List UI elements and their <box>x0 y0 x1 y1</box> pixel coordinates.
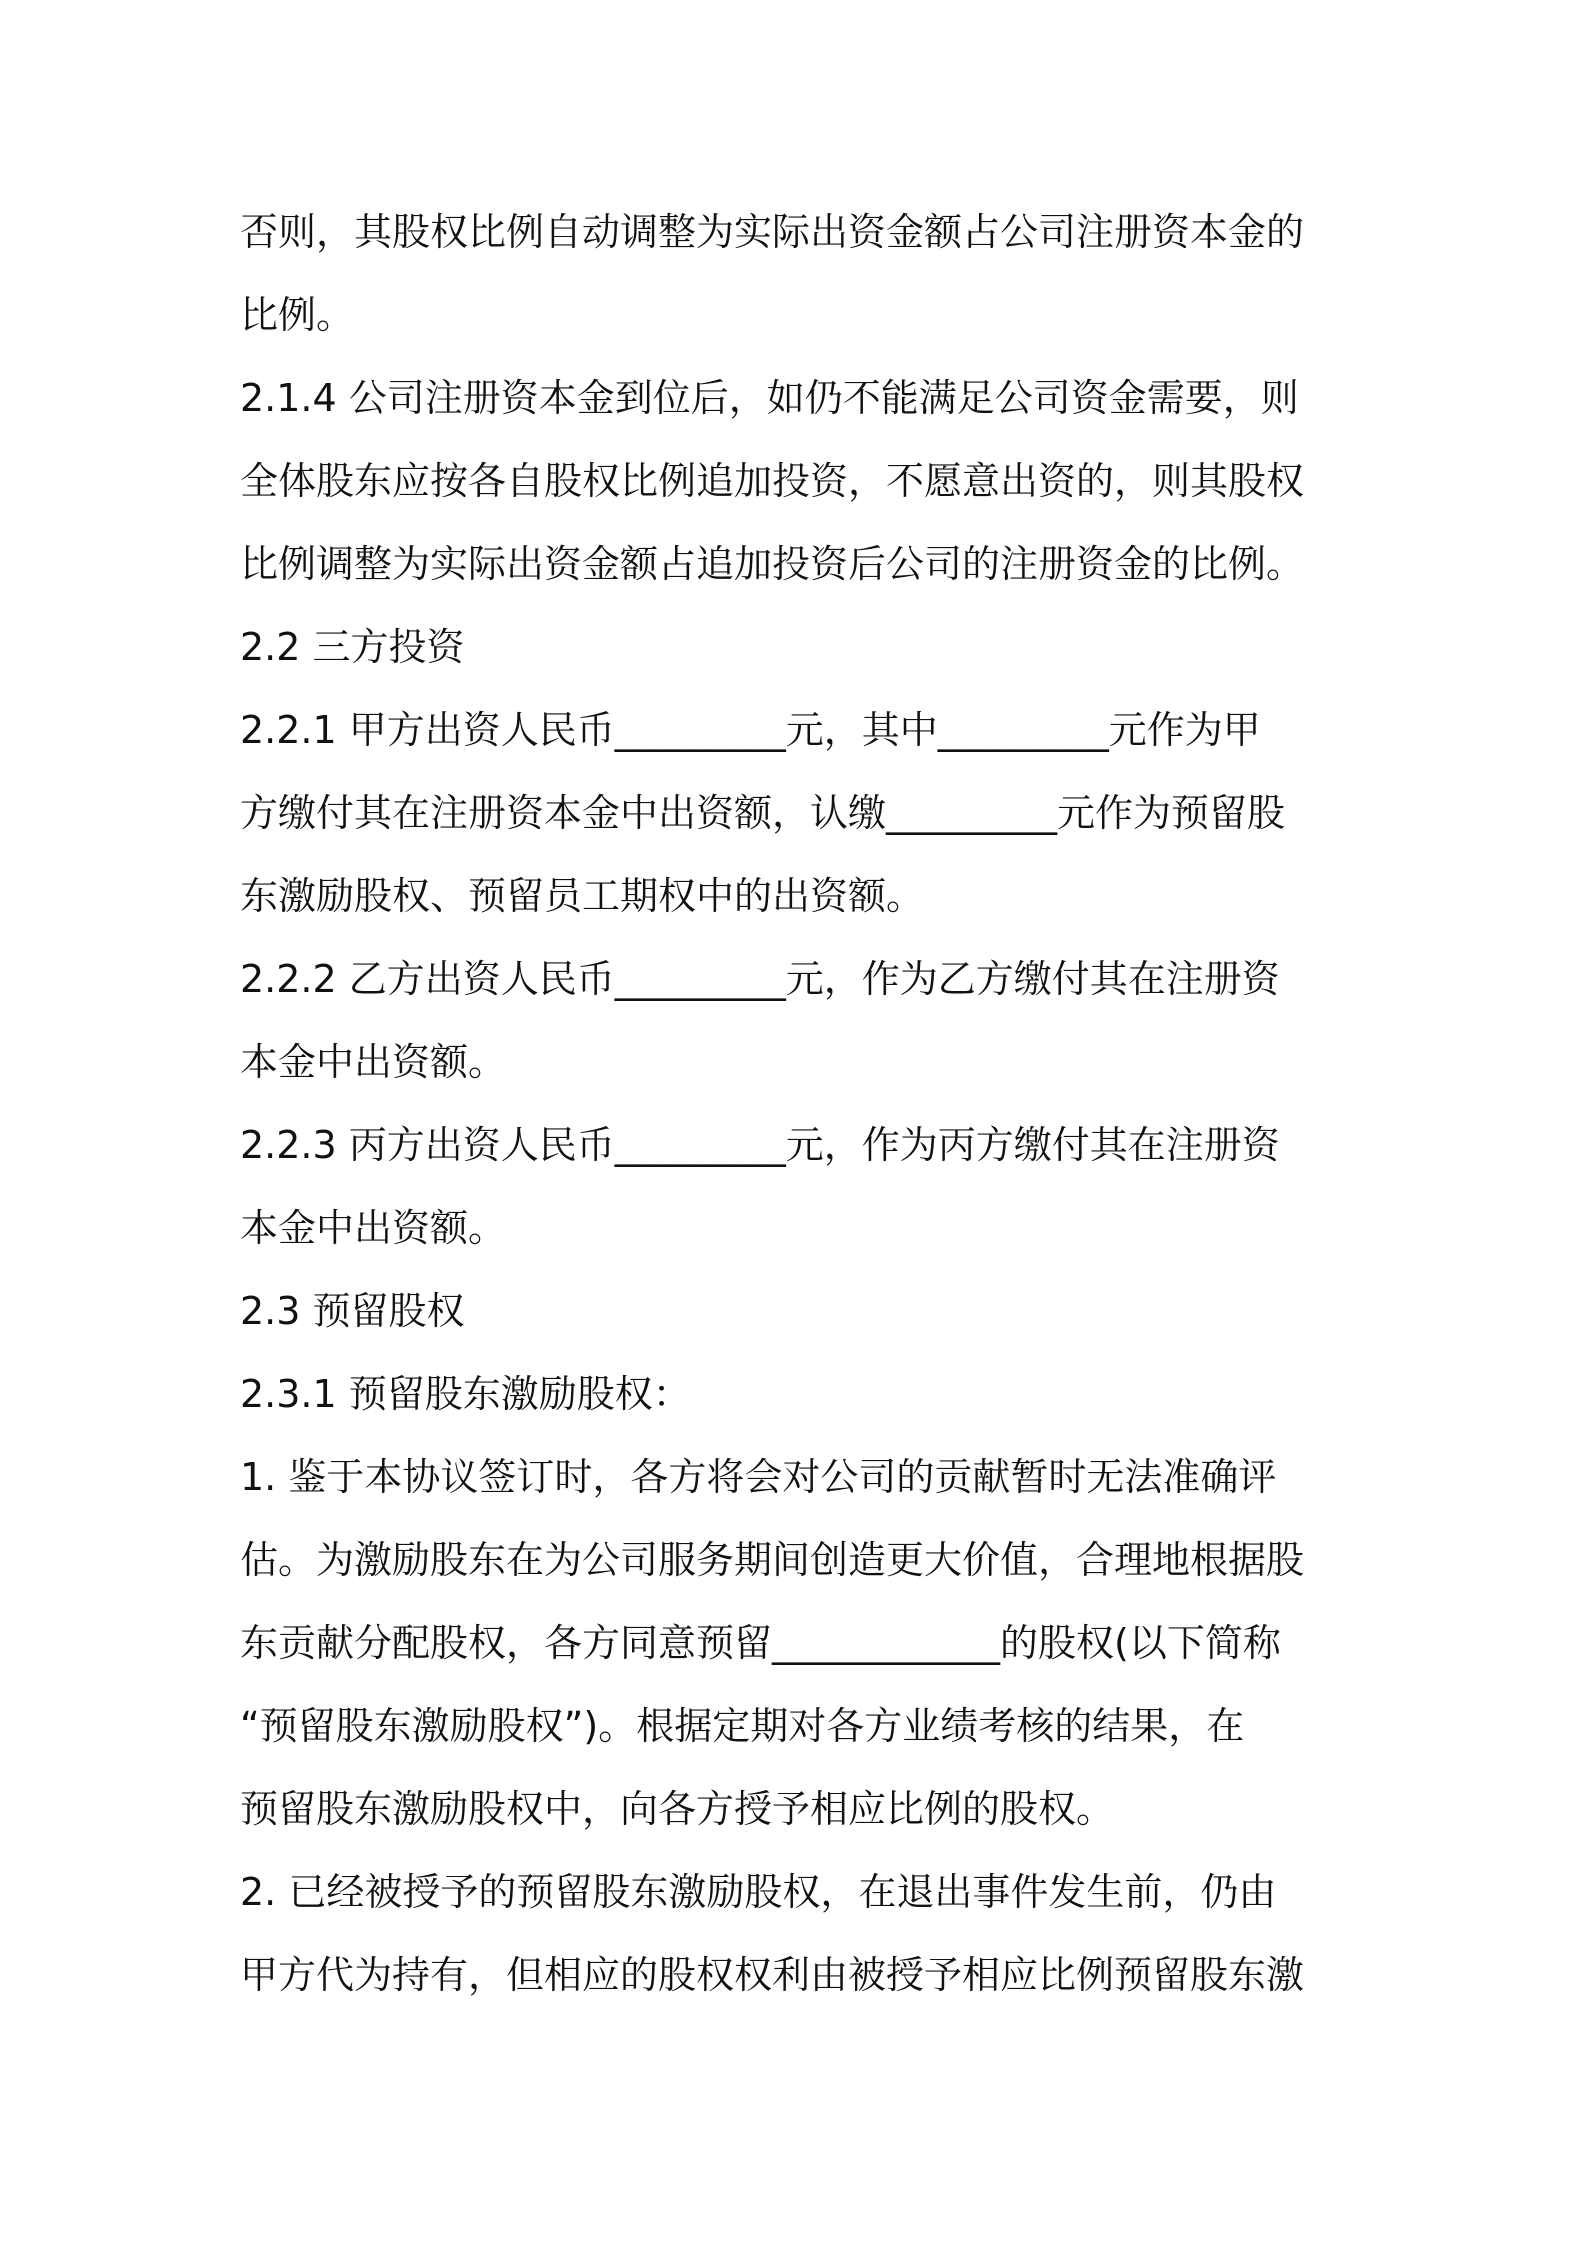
text-line: 比例。 <box>240 293 355 337</box>
text-line: 全体股东应按各自股权比例追加投资，不愿意出资的，则其股权 <box>240 459 1305 503</box>
text-line: “预留股东激励股权”)。根据定期对各方业绩考核的结果，在 <box>240 1704 1245 1748</box>
text-line: 估。为激励股东在为公司服务期间创造更大价值，合理地根据股 <box>240 1538 1305 1582</box>
text-line: 东贡献分配股权，各方同意预留____________的股权(以下简称 <box>240 1621 1281 1665</box>
section-heading-2-3: 2.3 预留股权 <box>240 1289 465 1333</box>
text-line: 本金中出资额。 <box>240 1040 507 1084</box>
text-line: 预留股东激励股权中，向各方授予相应比例的股权。 <box>240 1787 1115 1831</box>
section-2-2-2: 2.2.2 乙方出资人民币_________元，作为乙方缴付其在注册资 <box>240 957 1280 1001</box>
section-2-2-3: 2.2.3 丙方出资人民币_________元，作为丙方缴付其在注册资 <box>240 1123 1280 1167</box>
section-heading-2-2: 2.2 三方投资 <box>240 625 465 669</box>
text-line: 本金中出资额。 <box>240 1206 507 1250</box>
text-line: 比例调整为实际出资金额占追加投资后公司的注册资金的比例。 <box>240 542 1305 586</box>
text-line: 方缴付其在注册资本金中出资额，认缴_________元作为预留股 <box>240 791 1286 835</box>
text-line: 东激励股权、预留员工期权中的出资额。 <box>240 874 925 918</box>
section-2-2-1: 2.2.1 甲方出资人民币_________元，其中_________元作为甲 <box>240 708 1261 752</box>
section-2-1-4: 2.1.4 公司注册资本金到位后，如仍不能满足公司资金需要，则 <box>240 376 1299 420</box>
text-line: 否则，其股权比例自动调整为实际出资金额占公司注册资本金的 <box>240 210 1305 254</box>
section-2-3-1: 2.3.1 预留股东激励股权： <box>240 1372 691 1416</box>
list-item-1: 1. 鉴于本协议签订时，各方将会对公司的贡献暂时无法准确评 <box>240 1455 1277 1499</box>
text-line: 甲方代为持有，但相应的股权权利由被授予相应比例预留股东激 <box>240 1953 1305 1997</box>
list-item-2: 2. 已经被授予的预留股东激励股权，在退出事件发生前，仍由 <box>240 1870 1277 1914</box>
